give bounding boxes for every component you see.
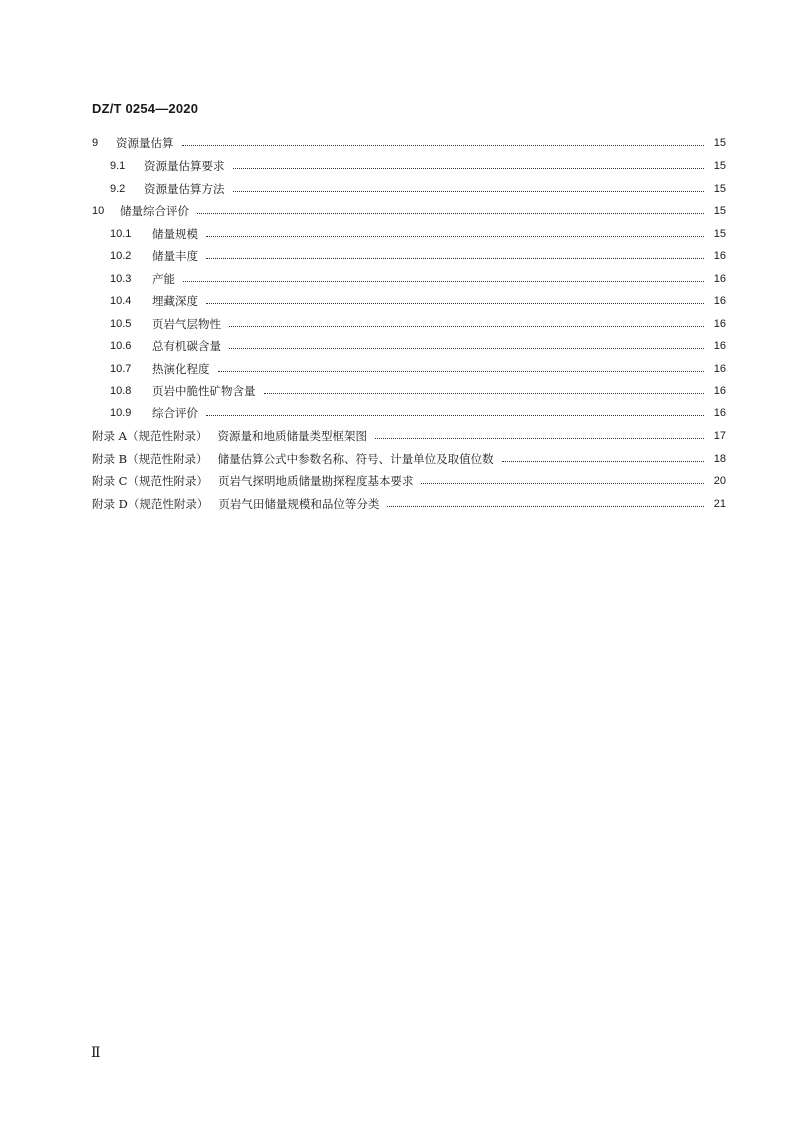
toc-entry-title: 埋藏深度 [152,294,198,308]
toc-entry-page: 20 [713,475,726,487]
toc-entry-page: 16 [713,340,726,352]
toc-entry-page: 16 [713,385,726,397]
toc-entry[interactable] [110,315,726,333]
toc-entry-number: 10.9 [110,407,132,419]
toc-entry-number: 附录 C（规范性附录） [92,474,208,488]
toc-dot-leader [502,460,704,462]
toc-dot-leader [233,190,705,192]
toc-entry-number: 附录 A（规范性附录） [92,429,208,443]
toc-dot-leader [197,212,704,214]
toc-entry[interactable] [92,134,726,152]
toc-entry[interactable] [110,225,726,243]
toc-entry[interactable] [110,404,726,422]
toc-entry-title: 储量估算公式中参数名称、符号、计量单位及取值位数 [217,452,494,466]
toc-entry-title: 页岩中脆性矿物含量 [152,384,256,398]
toc-entry[interactable] [92,495,726,513]
toc-entry-page: 15 [713,160,726,172]
toc-entry-page: 16 [713,318,726,330]
toc-entry-number: 10.6 [110,340,132,352]
toc-entry[interactable] [92,450,726,468]
toc-entry-title: 资源量估算要求 [144,159,225,173]
toc-entry-page: 16 [713,295,726,307]
toc-entry-page: 16 [713,363,726,375]
page-number: Ⅱ [91,1045,101,1061]
toc-entry-title: 产能 [152,272,175,286]
toc-dot-leader [206,257,704,259]
toc-entry-page: 15 [713,205,726,217]
toc-dot-leader [375,437,704,439]
toc-entry-title: 热演化程度 [152,362,210,376]
toc-entry[interactable] [92,472,726,490]
toc-entry-title: 综合评价 [152,406,198,420]
toc-entry-number: 10.3 [110,273,132,285]
toc-dot-leader [183,280,704,282]
toc-entry-title: 资源量估算方法 [144,182,225,196]
toc-entry-page: 15 [713,137,726,149]
toc-entry-title: 页岩气探明地质储量勘探程度基本要求 [217,474,414,488]
toc-entry-page: 17 [713,430,726,442]
toc-entry-number: 10.1 [110,228,132,240]
toc-entry-page: 21 [713,498,726,510]
toc-dot-leader [206,235,704,237]
toc-entry-page: 16 [713,407,726,419]
toc-entry-number: 10 [92,205,105,217]
toc-dot-leader [233,167,705,169]
toc-entry[interactable] [110,292,726,310]
toc-entry-title: 资源量估算 [116,136,174,150]
toc-entry-number: 10.5 [110,318,132,330]
toc-entry-page: 16 [713,250,726,262]
toc-entry[interactable] [110,360,726,378]
toc-entry-page: 15 [713,228,726,240]
toc-entry-number: 附录 B（规范性附录） [92,452,208,466]
toc-entry-title: 总有机碳含量 [152,339,221,353]
toc-entry-title: 页岩气层物性 [152,317,221,331]
toc-entry-title: 储量丰度 [152,249,198,263]
toc-dot-leader [264,392,705,394]
toc-entry-number: 10.8 [110,385,132,397]
toc-entry-number: 10.2 [110,250,132,262]
toc-entry-number: 9.1 [110,160,126,172]
toc-entry[interactable] [110,337,726,355]
toc-entry-page: 16 [713,273,726,285]
toc-dot-leader [182,144,705,146]
toc-dot-leader [218,370,705,372]
toc-entry-number: 9.2 [110,183,126,195]
toc-entry-title: 资源量和地质储量类型框架图 [217,429,367,443]
toc-entry[interactable] [110,247,726,265]
toc-dot-leader [421,482,704,484]
toc-entry-page: 15 [713,183,726,195]
toc-entry[interactable] [92,202,726,220]
toc-entry[interactable] [110,270,726,288]
toc-entry-number: 10.7 [110,363,132,375]
toc-entry-page: 18 [713,453,726,465]
toc-entry-number: 10.4 [110,295,132,307]
toc-dot-leader [387,505,704,507]
toc-entry[interactable] [110,180,726,198]
toc-entry-number: 9 [92,137,99,149]
toc-entry[interactable] [110,157,726,175]
toc-dot-leader [229,325,704,327]
toc-dot-leader [206,414,704,416]
toc-entry[interactable] [92,427,726,445]
toc-dot-leader [206,302,704,304]
document-code: DZ/T 0254—2020 [92,101,199,116]
toc-entry-title: 储量规模 [152,227,198,241]
toc-entry-title: 页岩气田储量规模和品位等分类 [218,497,380,511]
toc-entry-title: 储量综合评价 [120,204,189,218]
toc-entry[interactable] [110,382,726,400]
toc-entry-number: 附录 D（规范性附录） [92,497,209,511]
toc-dot-leader [229,347,704,349]
